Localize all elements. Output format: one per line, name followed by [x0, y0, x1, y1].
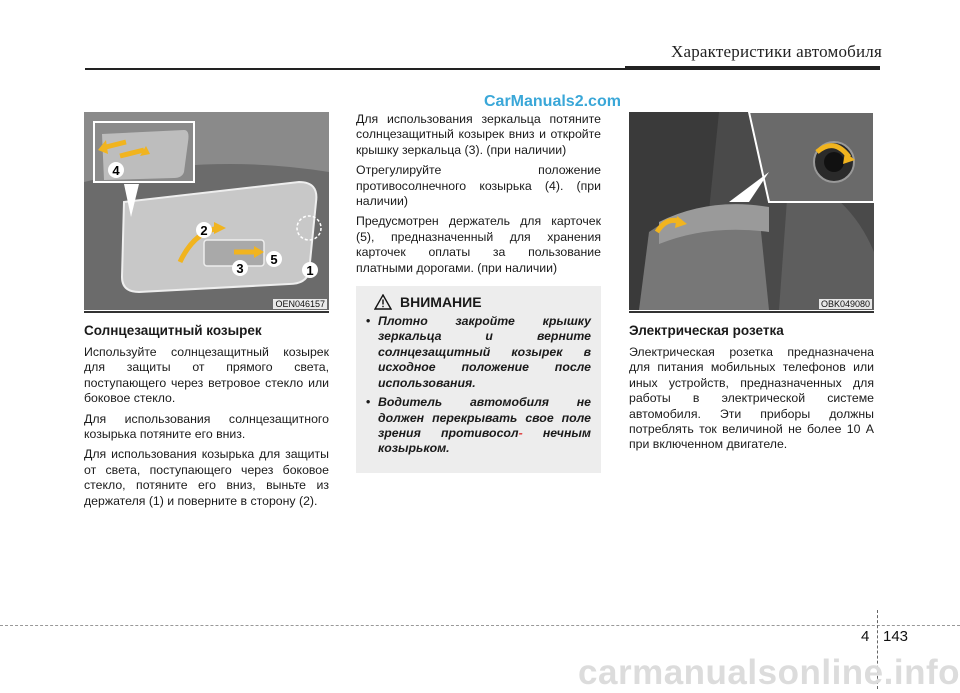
paragraph: Для использования зеркальца потяните солнцезащитный козырек вниз и откройте крышку зеркальца (3). (при наличии): [356, 112, 601, 157]
sun-visor-figure: [84, 112, 329, 310]
callout-3: 3: [236, 261, 244, 276]
figure-code: OBK049080: [820, 299, 870, 309]
page-number: 143: [883, 628, 909, 645]
warning-triangle-icon: [374, 294, 392, 310]
figure-code: OEN046157: [275, 299, 325, 309]
warning-item: [366, 395, 591, 457]
paragraph: Для использования солнцезащитного козырька потяните его вниз.: [84, 411, 329, 442]
column-sun-visor: [84, 112, 329, 514]
column-power-outlet: [629, 112, 874, 458]
warning-title: [366, 294, 591, 310]
paragraph: Для использования козырька для защиты от света, поступающего через боковое стекло, потяните его вниз, выньте из держателя (1) и поверните в сторону (2).: [84, 447, 329, 508]
callout-1: 1: [306, 263, 314, 278]
paragraph: Используйте солнцезащитный козырек для защиты от прямого света, поступающего через ветровое стекло или боковое стекло.: [84, 345, 329, 406]
figure-rule: [629, 311, 874, 313]
callout-2: 2: [200, 223, 208, 238]
page-header-title: Характеристики автомобиля: [671, 42, 882, 61]
column-mirror-card-holder: [356, 112, 601, 473]
warning-title-text: ВНИМАНИЕ: [400, 294, 482, 311]
chapter-number: 4: [861, 628, 870, 645]
warning-item: • Плотно закройте крышку зеркальца и верните солнцезащитный козырек в исходное положение после использования.: [366, 314, 591, 391]
header-rule-accent: [625, 66, 880, 70]
hyphen-mark: -: [518, 425, 523, 440]
warning-box: [356, 286, 601, 473]
section-heading-power-outlet: Электрическая розетка: [629, 323, 784, 338]
footer-watermark: carmanualsonline.info: [578, 653, 960, 692]
paragraph: Предусмотрен держатель для карточек (5), предназначенный для хранения карточек оплаты за пользование платными дорогами. (при наличии): [356, 214, 601, 275]
warning-list: [366, 314, 591, 457]
paragraph: Отрегулируйте положение противосолнечного козырька (4). (при наличии): [356, 163, 601, 209]
callout-5: 5: [270, 252, 278, 267]
figure-rule: [84, 311, 329, 313]
section-heading-sun-visor: Солнцезащитный козырек: [84, 323, 262, 338]
power-outlet-illustration: [629, 112, 874, 310]
warning-item-text: Водитель автомобиля не должен перекрывать свое поле зрения противосол: [378, 395, 591, 440]
paragraph: Электрическая розетка предназначена для питания мобильных телефонов или иных устройств, предназначенных для работы в электрической системе автомобиля. Эти приборы должны потреблять ток величиной не более 10 А при включенном двигателе.: [629, 345, 874, 452]
watermark-logo: CarManuals2.com: [484, 93, 621, 110]
power-outlet-figure: [629, 112, 874, 310]
warning-item-text-end: нечным козырьком.: [378, 425, 591, 456]
footer-rule: [0, 625, 960, 626]
sun-visor-illustration: [84, 112, 329, 310]
callout-4: 4: [112, 163, 120, 178]
